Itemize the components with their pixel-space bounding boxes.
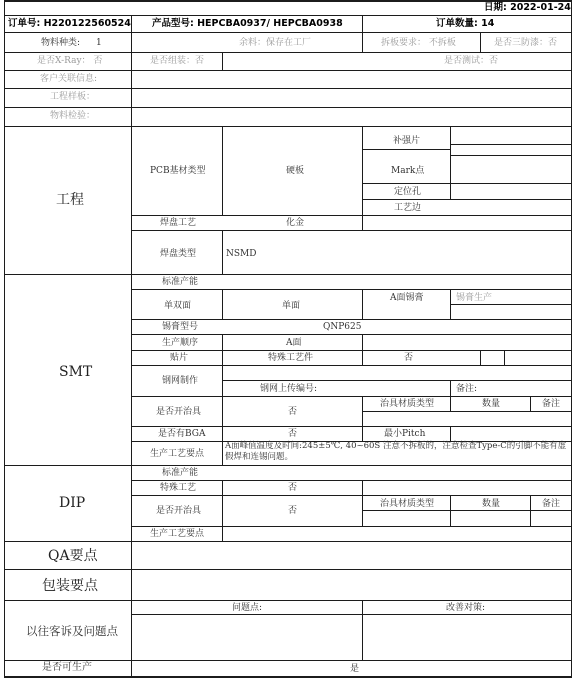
rule bbox=[450, 304, 572, 305]
stencil-label: 钢网制作 bbox=[162, 376, 199, 386]
production-order-form bbox=[4, 0, 572, 678]
rule bbox=[131, 15, 132, 33]
material-check-label: 物料检验： bbox=[50, 111, 96, 121]
rule bbox=[4, 600, 572, 601]
dip-special-label: 特殊工艺 bbox=[160, 483, 197, 493]
rule bbox=[4, 660, 572, 661]
rule bbox=[362, 149, 450, 150]
pad-type-label: 焊盘类型 bbox=[160, 249, 197, 259]
rule bbox=[4, 107, 572, 108]
rule bbox=[4, 52, 572, 53]
rule bbox=[4, 541, 572, 542]
rule bbox=[132, 614, 572, 615]
rule bbox=[222, 334, 223, 366]
testing-status: 是否测试：否 bbox=[444, 56, 499, 66]
rule bbox=[222, 526, 223, 542]
dip-fixture-remark-header: 备注 bbox=[542, 499, 561, 509]
conformal-coating: 是否三防漆：否 bbox=[494, 38, 558, 48]
rule bbox=[362, 600, 363, 661]
xray-status: 是否X-Ray： 否 bbox=[37, 56, 103, 66]
rule bbox=[4, 32, 572, 33]
order-number: 订单号: H220122560524 bbox=[8, 18, 131, 29]
rule bbox=[222, 126, 223, 216]
rule bbox=[132, 480, 572, 481]
rule bbox=[450, 380, 451, 396]
qa-points-label: QA要点 bbox=[48, 548, 98, 564]
rule bbox=[222, 396, 223, 442]
issues-label: 问题点: bbox=[232, 603, 263, 613]
rule bbox=[132, 230, 572, 231]
smt-fixture-qty-header: 数量 bbox=[482, 399, 501, 409]
smt-fixture-material-header: 治具材质类型 bbox=[380, 399, 435, 409]
stiffener-label: 补强片 bbox=[393, 136, 421, 146]
rule bbox=[362, 126, 363, 231]
producible-label: 是否可生产 bbox=[42, 662, 92, 673]
stencil-upload-number-label: 钢网上传编号: bbox=[260, 384, 318, 394]
smt-fixture-value: 否 bbox=[288, 407, 298, 417]
rule bbox=[480, 32, 481, 53]
rule bbox=[530, 396, 531, 412]
rule bbox=[4, 126, 572, 127]
dip-fixture-qty-header: 数量 bbox=[482, 499, 501, 509]
production-order-label: 生产顺序 bbox=[162, 338, 199, 348]
smt-std-capacity-label: 标准产能 bbox=[162, 277, 199, 287]
rule bbox=[132, 526, 572, 527]
bga-value: 否 bbox=[288, 429, 298, 439]
rule bbox=[450, 155, 572, 156]
assembly-status: 是否组装：否 bbox=[150, 56, 205, 66]
rule bbox=[362, 510, 572, 511]
paste-production-label: 锡膏生产 bbox=[456, 293, 493, 303]
order-date: 日期: 2022-01-24 bbox=[484, 2, 571, 13]
dip-key-points-label: 生产工艺要点 bbox=[150, 529, 205, 539]
bga-label: 是否有BGA bbox=[158, 429, 206, 439]
panel-requirement: 拆板要求： 不拆板 bbox=[381, 38, 456, 48]
sides-label: 单双面 bbox=[164, 301, 192, 311]
rule bbox=[480, 350, 481, 366]
rule bbox=[131, 541, 132, 678]
rule bbox=[132, 396, 572, 397]
rule bbox=[450, 144, 572, 145]
rule bbox=[450, 289, 451, 320]
rule bbox=[4, 274, 572, 275]
rule bbox=[4, 70, 572, 71]
pad-process-label: 焊盘工艺 bbox=[160, 218, 197, 228]
rule bbox=[4, 676, 572, 678]
paste-model-label: 锡膏型号 bbox=[162, 322, 199, 332]
dip-fixture-value: 否 bbox=[288, 506, 298, 516]
production-order-value: A面 bbox=[286, 338, 302, 348]
rule bbox=[504, 350, 505, 366]
material-kinds-value: 1 bbox=[96, 38, 102, 48]
order-quantity: 订单数量: 14 bbox=[436, 18, 495, 29]
rule bbox=[132, 350, 572, 351]
material-kinds-label: 物料种类: bbox=[41, 38, 81, 48]
rule bbox=[362, 199, 572, 200]
rule bbox=[132, 426, 572, 427]
producible-value: 是 bbox=[350, 664, 360, 674]
pcb-type-value: 硬板 bbox=[286, 166, 305, 176]
process-edge-label: 工艺边 bbox=[394, 203, 422, 213]
rule bbox=[450, 126, 451, 200]
pcb-type-label: PCB基材类型 bbox=[150, 166, 206, 176]
min-pitch-label: 最小Pitch bbox=[384, 429, 426, 439]
rule bbox=[132, 365, 572, 366]
rule bbox=[4, 0, 5, 678]
rule bbox=[131, 52, 132, 71]
sides-value: 单面 bbox=[282, 301, 301, 311]
improvement-label: 改善对策: bbox=[446, 603, 486, 613]
smt-fixture-remark-header: 备注 bbox=[542, 399, 561, 409]
placement-label: 贴片 bbox=[170, 353, 189, 363]
past-complaints-label: 以往客诉及问题点 bbox=[26, 624, 118, 638]
pad-process-value: 化金 bbox=[286, 218, 305, 228]
rule bbox=[132, 289, 572, 290]
rule bbox=[131, 465, 132, 542]
dip-std-capacity-label: 标准产能 bbox=[162, 468, 199, 478]
rule bbox=[362, 183, 572, 184]
rule bbox=[222, 52, 223, 71]
dip-special-value: 否 bbox=[288, 483, 298, 493]
rule bbox=[222, 441, 223, 466]
rule bbox=[4, 15, 572, 16]
rule bbox=[362, 289, 363, 320]
rule bbox=[450, 396, 451, 412]
customer-info-label: 客户关联信息: bbox=[40, 74, 98, 84]
rule bbox=[362, 480, 363, 526]
stencil-remarks-label: 备注: bbox=[456, 384, 478, 394]
product-model: 产品型号: HEPCBA0937/ HEPCBA0938 bbox=[152, 18, 343, 29]
rule bbox=[4, 465, 572, 466]
smt-section-title: SMT bbox=[59, 364, 93, 380]
paste-model-value: QNP625 bbox=[323, 322, 362, 332]
rule bbox=[131, 126, 132, 275]
rule bbox=[450, 495, 451, 526]
side-a-paste-label: A面锡膏 bbox=[390, 293, 424, 303]
rule bbox=[132, 334, 572, 335]
rule bbox=[362, 32, 363, 53]
mark-point-label: Mark点 bbox=[391, 166, 425, 176]
engineering-sample-label: 工程样板： bbox=[50, 92, 96, 102]
special-process-value: 否 bbox=[404, 353, 414, 363]
rule bbox=[222, 480, 223, 526]
rule bbox=[362, 334, 363, 366]
dip-fixture-material-header: 治具材质类型 bbox=[380, 499, 435, 509]
engineering-section-title: 工程 bbox=[56, 192, 84, 208]
rule bbox=[222, 230, 223, 275]
rule bbox=[132, 215, 572, 216]
rule bbox=[222, 289, 223, 320]
rule bbox=[362, 396, 363, 442]
smt-key-points-value: A面峰值温度及时间:245±5℃, 40~60S 注意不拆板的，注意检查Type-C的引脚不能有虚假焊和连锡问题。 bbox=[225, 441, 567, 462]
rule bbox=[571, 0, 572, 678]
special-process-label: 特殊工艺件 bbox=[268, 353, 314, 363]
rule bbox=[4, 569, 572, 570]
smt-key-points-label: 生产工艺要点 bbox=[150, 449, 205, 459]
rule bbox=[131, 70, 132, 127]
rule bbox=[132, 495, 572, 496]
rule bbox=[530, 495, 531, 526]
dip-fixture-label: 是否开治具 bbox=[156, 506, 202, 516]
rule bbox=[450, 426, 451, 442]
pad-type-value: NSMD bbox=[226, 249, 257, 259]
rule bbox=[222, 380, 572, 381]
rule bbox=[362, 15, 363, 33]
rule bbox=[362, 411, 572, 412]
rule bbox=[131, 32, 132, 53]
locating-hole-label: 定位孔 bbox=[394, 187, 422, 197]
rule bbox=[222, 365, 223, 397]
surplus-material: 余料：保存在工厂 bbox=[239, 38, 312, 48]
rule bbox=[4, 88, 572, 89]
packaging-points-label: 包装要点 bbox=[42, 578, 98, 594]
dip-section-title: DIP bbox=[59, 495, 86, 511]
smt-fixture-label: 是否开治具 bbox=[156, 407, 202, 417]
rule bbox=[132, 319, 572, 320]
rule bbox=[131, 274, 132, 466]
